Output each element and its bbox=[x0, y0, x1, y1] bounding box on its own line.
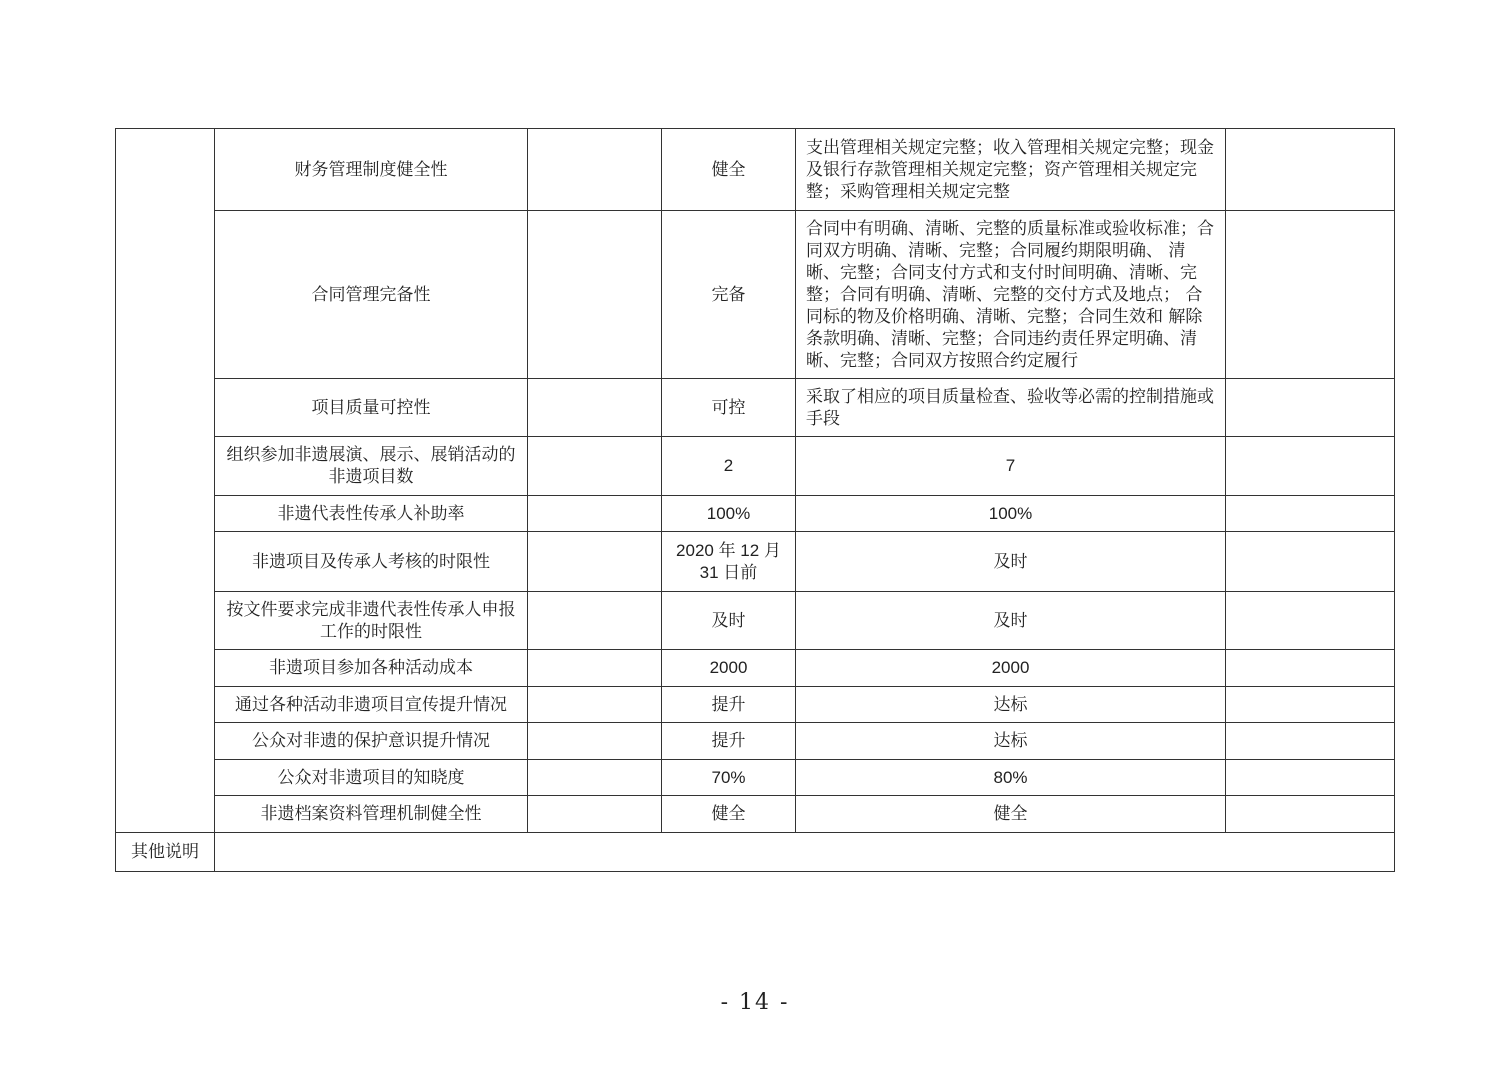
remark-cell bbox=[1226, 796, 1395, 833]
remark-cell bbox=[1226, 723, 1395, 760]
target-cell: 2020 年 12 月 31 日前 bbox=[662, 532, 796, 592]
indicator-cell: 非遗代表性传承人补助率 bbox=[215, 496, 528, 532]
remark-cell bbox=[1226, 211, 1395, 379]
table-row bbox=[116, 687, 1395, 723]
blank-cell bbox=[528, 129, 662, 211]
target-cell: 健全 bbox=[662, 129, 796, 211]
blank-cell bbox=[528, 796, 662, 833]
remark-cell bbox=[1226, 687, 1395, 723]
blank-cell bbox=[528, 496, 662, 532]
target-cell: 提升 bbox=[662, 723, 796, 760]
table-row bbox=[116, 211, 1395, 379]
indicator-cell: 非遗项目参加各种活动成本 bbox=[215, 650, 528, 687]
indicator-cell: 组织参加非遗展演、展示、展销活动的非遗项目数 bbox=[215, 437, 528, 496]
target-cell: 2000 bbox=[662, 650, 796, 687]
other-notes-label: 其他说明 bbox=[116, 833, 215, 872]
merged-category-cell bbox=[116, 129, 215, 833]
actual-cell: 支出管理相关规定完整；收入管理相关规定完整；现金及银行存款管理相关规定完整；资产管理相关规定完整；采购管理相关规定完整 bbox=[796, 129, 1226, 211]
table-row bbox=[116, 532, 1395, 592]
target-cell: 健全 bbox=[662, 796, 796, 833]
table-row bbox=[116, 650, 1395, 687]
table-row bbox=[116, 437, 1395, 496]
blank-cell bbox=[528, 437, 662, 496]
actual-cell: 达标 bbox=[796, 687, 1226, 723]
target-cell: 提升 bbox=[662, 687, 796, 723]
remark-cell bbox=[1226, 379, 1395, 437]
target-cell: 及时 bbox=[662, 592, 796, 650]
table-row-other bbox=[116, 833, 1395, 872]
indicator-cell: 非遗档案资料管理机制健全性 bbox=[215, 796, 528, 833]
blank-cell bbox=[528, 650, 662, 687]
other-notes-value bbox=[215, 833, 1395, 872]
blank-cell bbox=[528, 211, 662, 379]
target-cell: 可控 bbox=[662, 379, 796, 437]
remark-cell bbox=[1226, 532, 1395, 592]
actual-cell: 合同中有明确、清晰、完整的质量标准或验收标准；合同双方明确、清晰、完整；合同履约期限明确、 清晰、完整；合同支付方式和支付时间明确、清晰、完整；合同有明确、清晰、完整的交付方式及地点； 合同标的物及价格明确、清晰、完整；合同生效和 解除条款明确、清晰、完整；合同违约责任界定明确、清晰、完整；合同双方按照合约定履行 bbox=[796, 211, 1226, 379]
indicator-cell: 按文件要求完成非遗代表性传承人申报工作的时限性 bbox=[215, 592, 528, 650]
target-cell: 70% bbox=[662, 760, 796, 796]
indicator-cell: 公众对非遗项目的知晓度 bbox=[215, 760, 528, 796]
actual-cell: 80% bbox=[796, 760, 1226, 796]
actual-cell: 7 bbox=[796, 437, 1226, 496]
table-row bbox=[116, 129, 1395, 211]
indicator-cell: 公众对非遗的保护意识提升情况 bbox=[215, 723, 528, 760]
remark-cell bbox=[1226, 592, 1395, 650]
remark-cell bbox=[1226, 650, 1395, 687]
indicator-cell: 项目质量可控性 bbox=[215, 379, 528, 437]
remark-cell bbox=[1226, 760, 1395, 796]
actual-cell: 100% bbox=[796, 496, 1226, 532]
page-number: - 14 - bbox=[720, 990, 790, 1015]
actual-cell: 采取了相应的项目质量检查、验收等必需的控制措施或手段 bbox=[796, 379, 1226, 437]
table-row bbox=[116, 496, 1395, 532]
target-cell: 完备 bbox=[662, 211, 796, 379]
blank-cell bbox=[528, 687, 662, 723]
table-row bbox=[116, 592, 1395, 650]
blank-cell bbox=[528, 532, 662, 592]
indicator-cell: 通过各种活动非遗项目宣传提升情况 bbox=[215, 687, 528, 723]
actual-cell: 达标 bbox=[796, 723, 1226, 760]
blank-cell bbox=[528, 723, 662, 760]
remark-cell bbox=[1226, 437, 1395, 496]
target-cell: 2 bbox=[662, 437, 796, 496]
table-row bbox=[116, 379, 1395, 437]
blank-cell bbox=[528, 760, 662, 796]
actual-cell: 及时 bbox=[796, 592, 1226, 650]
target-cell: 100% bbox=[662, 496, 796, 532]
table-row bbox=[116, 796, 1395, 833]
indicator-cell: 非遗项目及传承人考核的时限性 bbox=[215, 532, 528, 592]
indicator-cell: 财务管理制度健全性 bbox=[215, 129, 528, 211]
actual-cell: 健全 bbox=[796, 796, 1226, 833]
actual-cell: 2000 bbox=[796, 650, 1226, 687]
actual-cell: 及时 bbox=[796, 532, 1226, 592]
performance-table bbox=[115, 128, 1395, 872]
remark-cell bbox=[1226, 496, 1395, 532]
indicator-cell: 合同管理完备性 bbox=[215, 211, 528, 379]
blank-cell bbox=[528, 592, 662, 650]
remark-cell bbox=[1226, 129, 1395, 211]
table-row bbox=[116, 760, 1395, 796]
table-row bbox=[116, 723, 1395, 760]
blank-cell bbox=[528, 379, 662, 437]
